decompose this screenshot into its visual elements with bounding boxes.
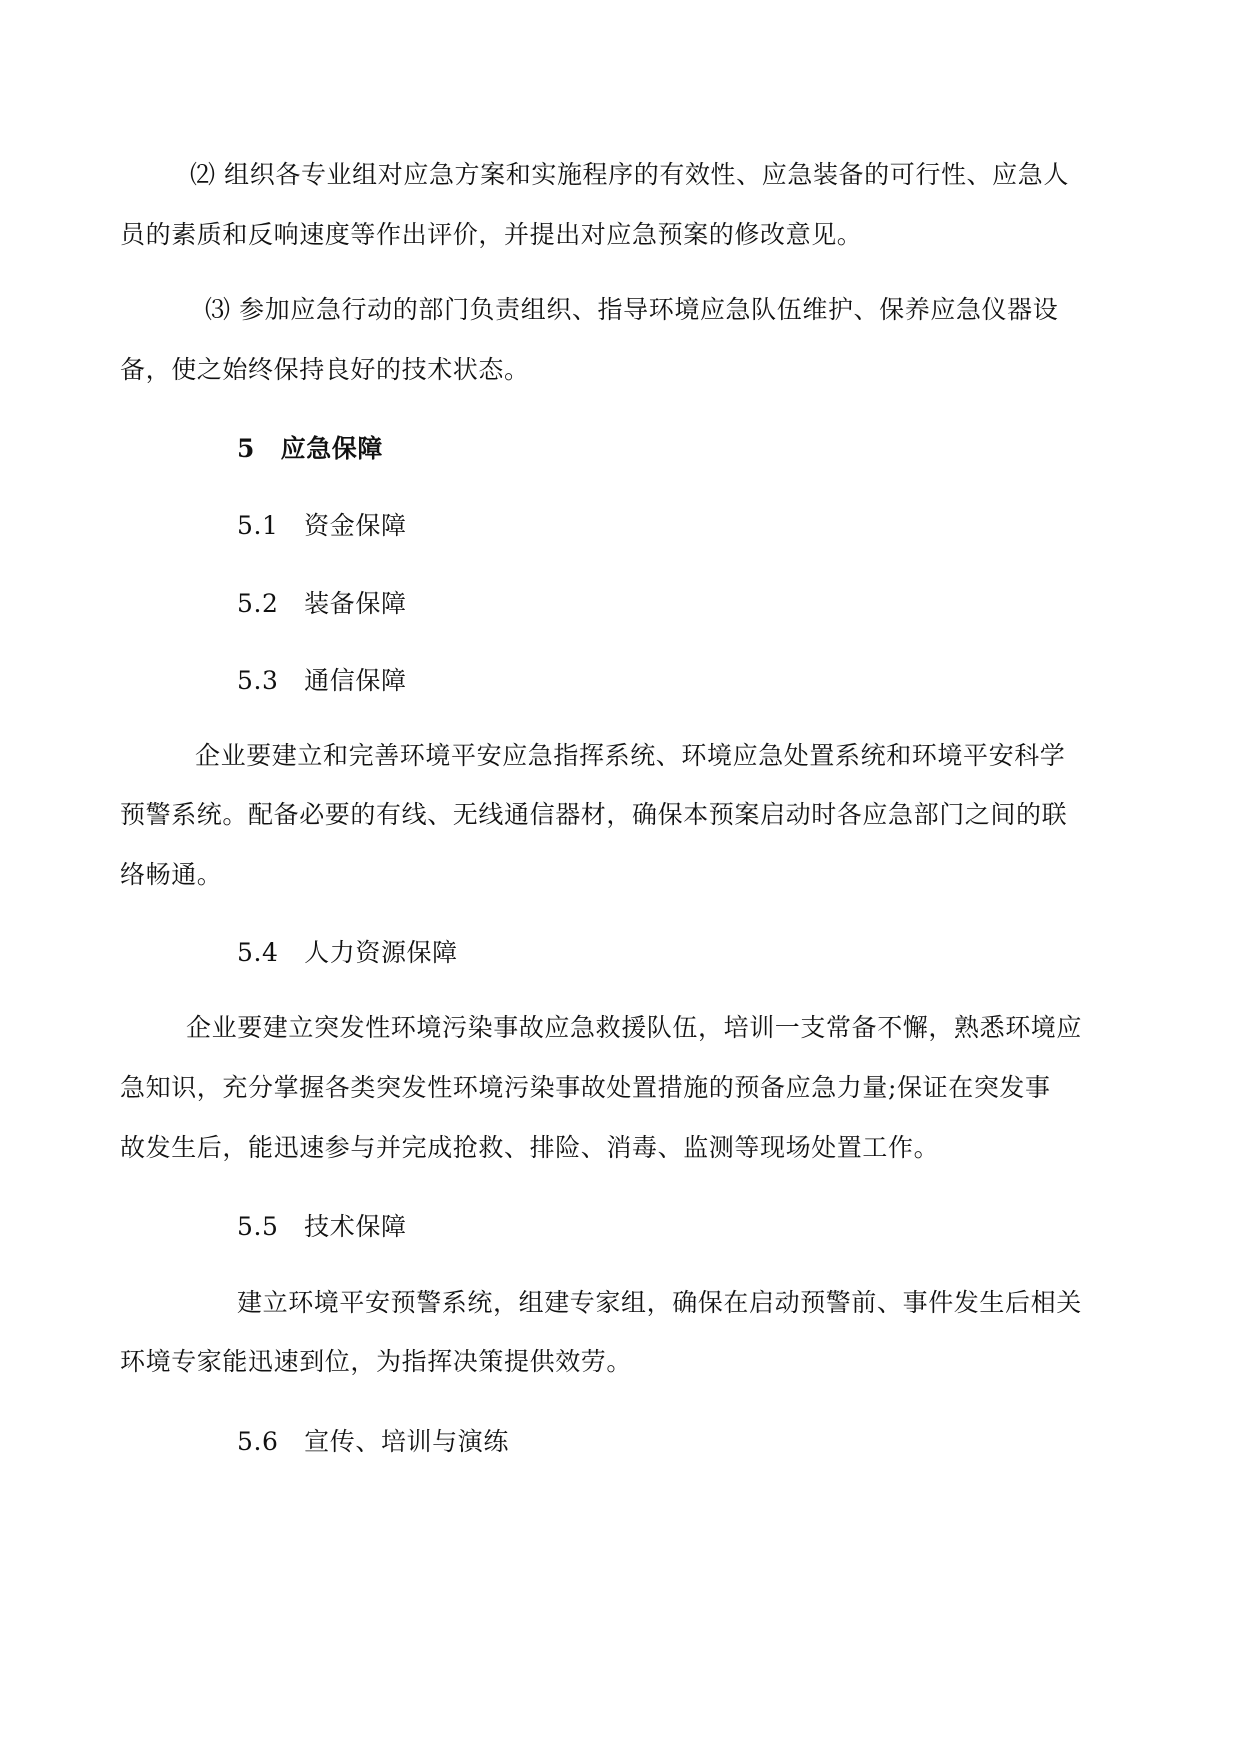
item-2-line-1: ⑵ 组织各专业组对应急方案和实施程序的有效性、应急装备的可行性、应急人: [190, 160, 1069, 189]
section-5-4-heading: 5.4 人力资源保障: [237, 938, 458, 967]
item-2-line-2: 员的素质和反响速度等作出评价，并提出对应急预案的修改意见。: [120, 220, 863, 249]
item-3-line-2: 备，使之始终保持良好的技术状态。: [120, 355, 530, 384]
section-5-4-line-3: 故发生后，能迅速参与并完成抢救、排险、消毒、监测等现场处置工作。: [120, 1133, 940, 1162]
section-5-5-heading: 5.5 技术保障: [237, 1212, 407, 1241]
item-3-line-1: ⑶ 参加应急行动的部门负责组织、指导环境应急队伍维护、保养应急仪器设: [205, 295, 1059, 324]
section-5-3-line-2: 预警系统。配备必要的有线、无线通信器材，确保本预案启动时各应急部门之间的联: [120, 800, 1068, 829]
section-5-6-heading: 5.6 宣传、培训与演练: [237, 1427, 509, 1456]
section-5-5-line-2: 环境专家能迅速到位，为指挥决策提供效劳。: [120, 1347, 633, 1376]
section-5-5-line-1: 建立环境平安预警系统，组建专家组，确保在启动预警前、事件发生后相关: [237, 1288, 1082, 1317]
section-5-heading: 5 应急保障: [237, 434, 383, 463]
section-5-3-heading: 5.3 通信保障: [237, 666, 407, 695]
section-5-2-heading: 5.2 装备保障: [237, 589, 407, 618]
section-5-1-heading: 5.1 资金保障: [237, 511, 407, 540]
section-5-3-line-3: 络畅通。: [120, 860, 223, 889]
section-5-3-line-1: 企业要建立和完善环境平安应急指挥系统、环境应急处置系统和环境平安科学: [195, 741, 1066, 770]
section-5-4-line-2: 急知识，充分掌握各类突发性环境污染事故处置措施的预备应急力量;保证在突发事: [120, 1073, 1051, 1102]
section-5-4-line-1: 企业要建立突发性环境污染事故应急救援队伍，培训一支常备不懈，熟悉环境应: [186, 1013, 1083, 1042]
